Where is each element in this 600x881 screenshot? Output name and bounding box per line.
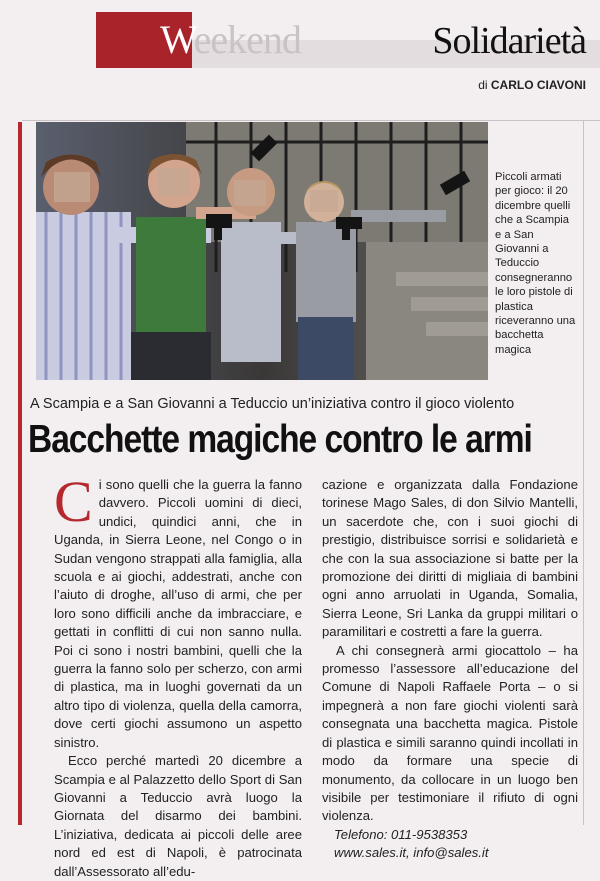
byline-prefix: di — [478, 78, 488, 92]
section-title: Solidarietà — [432, 20, 586, 62]
article-headline: Bacchette magiche contro le armi — [28, 418, 532, 461]
phone-contact: Telefono: 011-9538353 — [334, 826, 468, 842]
web-contact[interactable]: www.sales.it, info@sales.it — [334, 845, 489, 861]
photo-caption: Piccoli armati per gioco: il 20 dicembre quelli che a Scampia e a San Giovanni a Teduccio consegneranno le loro pistole di plastica riceveranno una bacchetta magica — [495, 171, 576, 356]
paragraph-1 — [54, 469, 302, 752]
author-name: CARLO CIAVONI — [490, 78, 586, 92]
article-column-1 — [54, 469, 302, 881]
paragraph-1-text: i sono quelli che la guerra la fanno davvero. Piccoli uomini di dieci, undici, quindici anni, che in Uganda, in Sierra Leone, nel Congo o in Sudan vengono strappati alla famiglia, alla scuola e ai giochi, addestrati, anche con l’aiuto di droghe, all’uso di armi, che per loro sono difficili anche da imbracciare, e gettati in conflitti di cui non sanno nulla. Poi ci sono i nostri bambini, quelli che la guerra la fanno solo per scherzo, con armi di plastica, ma in luoghi governati da un altro tipo di violenza, quella della camorra, dove certi giochi assumono un aspetto sinistro. — [54, 477, 302, 750]
paragraph-3: cazione e organizzata dalla Fondazione torinese Mago Sales, di don Silvio Mantelli, un sacerdote che, con i suoi giochi di prestigio, distribuisce sorrisi e solidarietà e che con la sua associazione si batte per la promozione dei diritti di migliaia di bambini ogni anno arruolati in Uganda, Somalia, Sierra Leone, Sri Lanka da gruppi militari o paramilitari e costretti a fare la guerra. — [322, 477, 578, 640]
paragraph-2: Ecco perché martedì 20 dicembre a Scampia e al Palazzetto dello Sport di San Giovanni a Teduccio avrà luogo la Giornata del disarmo dei bambini. L’iniziativa, dedicata ai piccoli delle aree nord ed est di Napoli, è patrocinata dall’Assessorato all’edu- — [54, 753, 302, 879]
weekend-logo — [160, 17, 301, 62]
top-rule — [22, 120, 600, 121]
byline — [478, 78, 586, 92]
accent-rule — [18, 122, 22, 825]
article-column-2 — [322, 476, 578, 863]
right-rule — [583, 120, 584, 825]
paragraph-4: A chi consegnerà armi giocattolo – ha promesso l’assessore all’educazione del Comune di Napoli Raffaele Porta – o si impegnerà a non fare giochi violenti sarà consegnata una bacchetta magica. Pistole di plastica e simili saranno quindi incollati in modo da formare una specie di monumento, da collocare in un luogo ben visibile per testimoniare il rifiuto di ogni violenza. — [322, 642, 578, 824]
article-photo — [36, 122, 488, 380]
weekend-rest: eekend — [193, 17, 301, 62]
article-subtitle: A Scampia e a San Giovanni a Teduccio un’iniziativa contro il gioco violento — [30, 396, 515, 412]
weekend-initial: W — [160, 17, 194, 62]
drop-cap: C — [54, 469, 93, 534]
children-with-toy-guns-illustration — [36, 122, 488, 380]
